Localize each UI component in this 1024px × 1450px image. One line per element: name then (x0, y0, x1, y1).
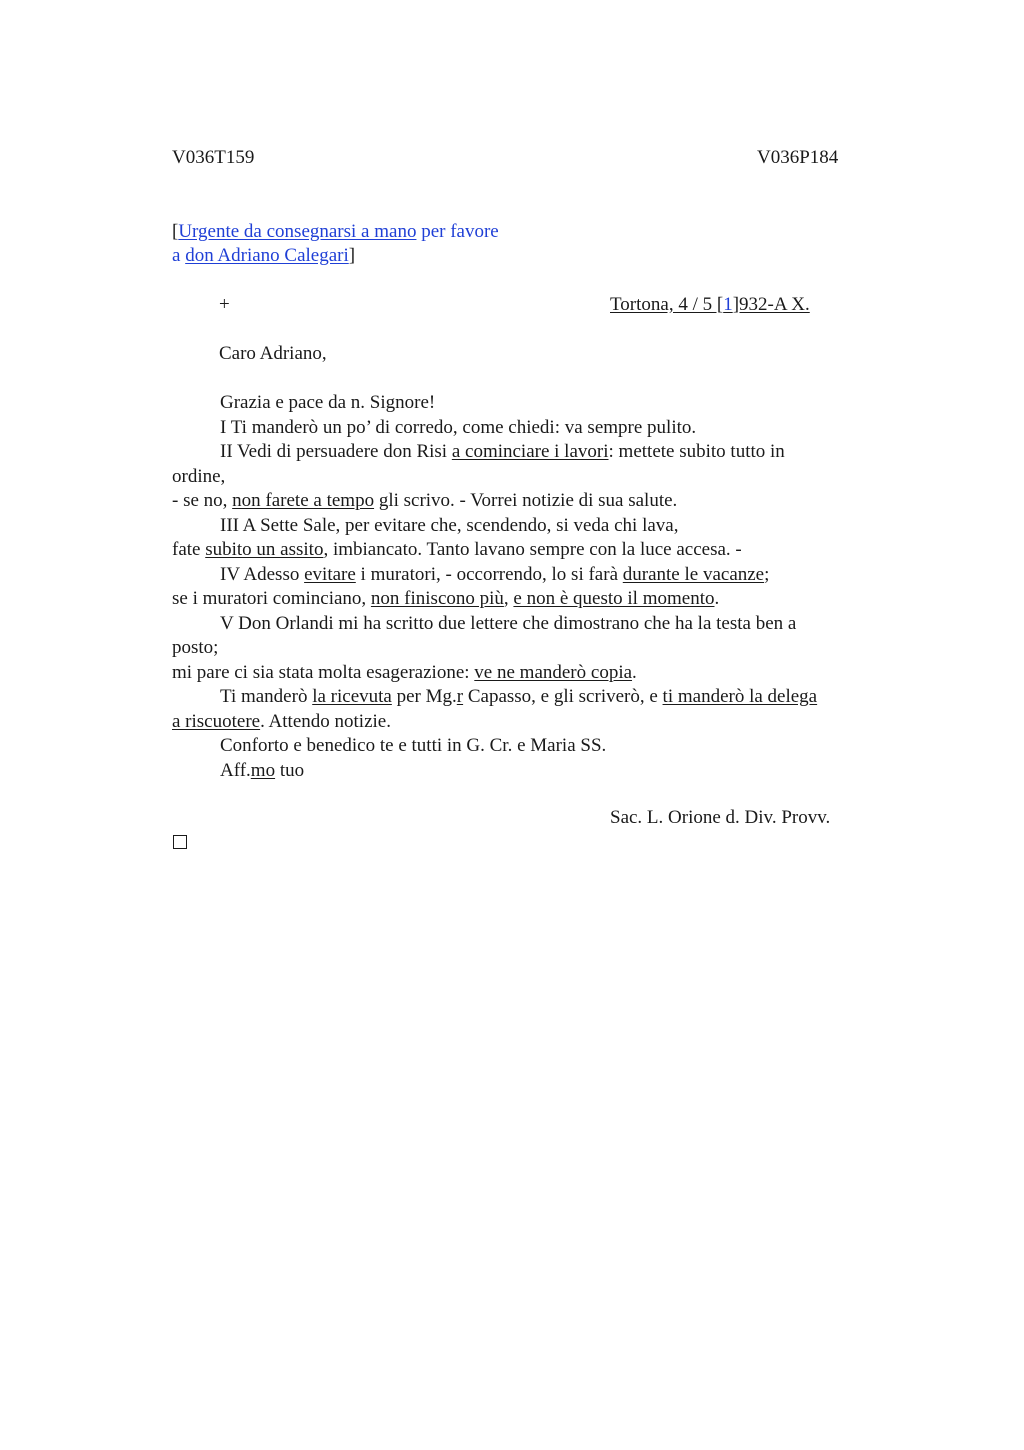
greeting-line: Grazia e pace da n. Signore! (220, 392, 436, 413)
underlined-phrase: subito un assito (205, 539, 324, 560)
underlined-phrase: r (456, 686, 464, 707)
receipt-line-2 (172, 710, 872, 735)
text-span: II Vedi di persuadere don Risi (220, 441, 452, 462)
closing-line (172, 759, 872, 784)
text-span: Ti manderò (220, 686, 313, 707)
point-1: I Ti manderò un po’ di corredo, come chiedi: va sempre pulito. (220, 416, 697, 438)
text-span: gli scrivo. - Vorrei notizie di sua salute. (374, 490, 678, 511)
point-2-line-2: ordine, (172, 465, 226, 487)
letter-body (172, 391, 872, 783)
text-span: Capasso, e gli scriverò, e (463, 686, 663, 707)
text-span: , (503, 588, 514, 609)
text-span: se i muratori cominciano, (172, 588, 371, 609)
underlined-phrase: durante le vacanze (622, 563, 765, 585)
text-span: . Attendo notizie. (260, 710, 391, 732)
text-span: - se no, (172, 490, 233, 511)
point-3-line-2 (172, 538, 872, 563)
address-to: a (172, 245, 186, 266)
text-span: Aff. (220, 759, 251, 781)
text-span: , imbiancato. Tanto lavano sempre con la luce accesa. - (323, 539, 742, 560)
address-recipient-name: don Adriano Calegari (185, 245, 349, 266)
underlined-phrase: e non è questo il momento (513, 588, 715, 609)
dateline-bracket-number: 1 (723, 294, 733, 315)
text-span: : mettete subito tutto in (608, 441, 785, 462)
underlined-phrase: ti manderò la delega (662, 686, 818, 707)
text-span: mi pare ci sia stata molta esagerazione: (172, 661, 475, 683)
underlined-phrase: a cominciare i lavori (451, 441, 609, 462)
text-span: . (632, 661, 637, 683)
cross-mark: + (219, 294, 230, 315)
text-span: ; (764, 563, 770, 585)
point-3-line-1: III A Sette Sale, per evitare che, scendendo, si veda chi lava, (220, 514, 679, 536)
point-5-line-3 (172, 661, 872, 686)
underlined-phrase: evitare (304, 563, 356, 585)
point-4-line-1 (172, 563, 872, 588)
address-line-2 (172, 244, 355, 268)
text-span: tuo (275, 759, 305, 781)
address-open-bracket: [ (172, 221, 179, 242)
underlined-phrase: non finiscono più (370, 588, 504, 609)
point-4-line-2 (172, 587, 872, 612)
text-span: per Mg. (391, 686, 457, 707)
text-span: . (714, 588, 720, 609)
blessing-line: Conforto e benedico te e tutti in G. Cr. e Maria SS. (220, 735, 607, 756)
address-close-bracket: ] (348, 245, 356, 266)
address-urgent-text: Urgente da consegnarsi a mano (178, 221, 417, 242)
underlined-phrase: mo (250, 759, 276, 781)
dateline-year: ]932-A X. (732, 294, 810, 315)
address-line-1 (172, 220, 499, 244)
text-span: fate (172, 539, 206, 560)
point-5-line-1: V Don Orlandi mi ha scritto due lettere che dimostrano che ha la testa ben a (220, 612, 797, 634)
text-span: IV Adesso (220, 563, 305, 585)
point-2-line-1 (172, 440, 872, 465)
receipt-line-1 (172, 685, 872, 710)
empty-square-icon (173, 835, 187, 849)
underlined-phrase: ve ne manderò copia (474, 661, 633, 683)
underlined-phrase: non farete a tempo (232, 490, 375, 511)
point-2-line-3 (172, 489, 872, 514)
dateline (610, 293, 810, 317)
document-code-left: V036T159 (172, 147, 255, 168)
address-please-text: per favore (416, 221, 499, 242)
point-5-line-2: posto; (172, 637, 219, 658)
dateline-place: Tortona, 4 / 5 [ (610, 294, 724, 315)
salutation: Caro Adriano, (219, 343, 327, 364)
signature: Sac. L. Orione d. Div. Provv. (610, 807, 831, 828)
underlined-phrase: a riscuotere (172, 710, 261, 732)
underlined-phrase: la ricevuta (312, 686, 392, 707)
text-span: i muratori, - occorrendo, lo si farà (355, 563, 623, 585)
document-code-right: V036P184 (757, 147, 839, 168)
